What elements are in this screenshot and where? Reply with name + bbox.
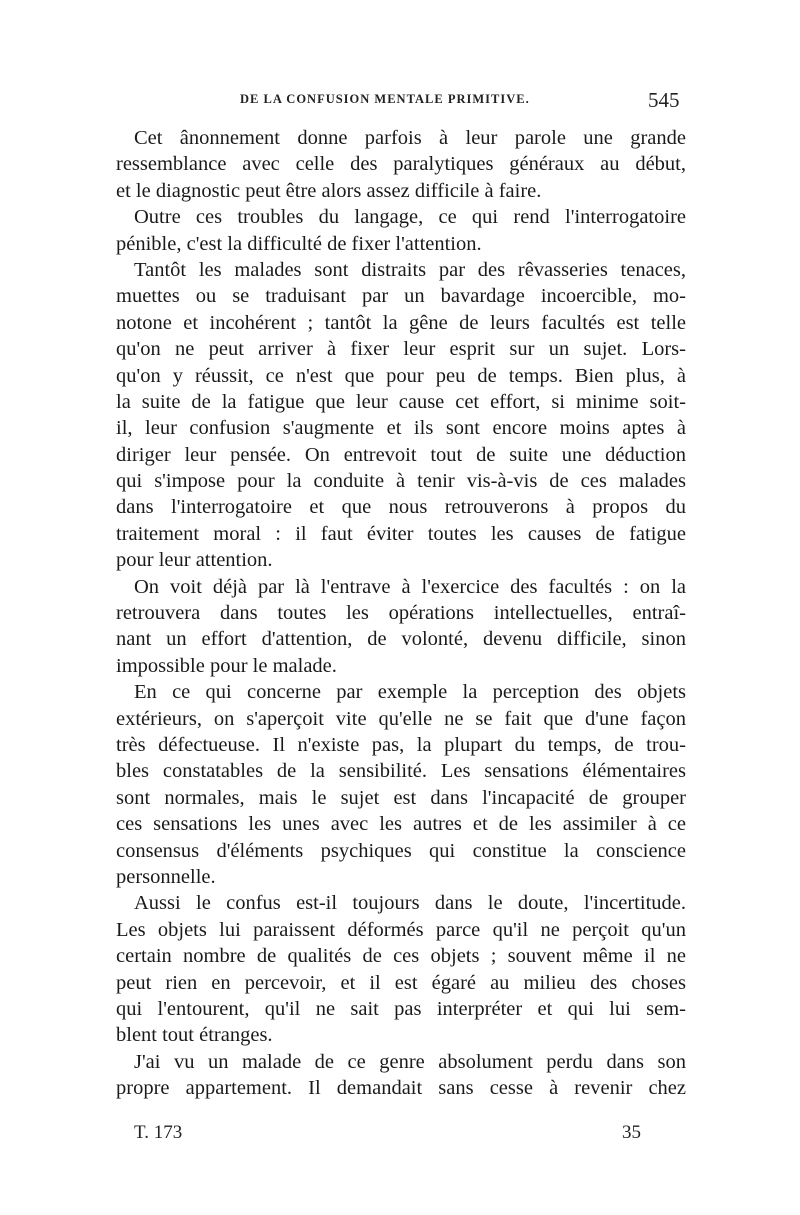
running-title: DE LA CONFUSION MENTALE PRIMITIVE. — [240, 92, 530, 106]
text-line: qu'on y réussit, ce n'est que pour peu de temps. Bien plus, à — [116, 364, 686, 387]
text-line: et le diagnostic peut être alors assez difficile à faire. — [116, 179, 542, 202]
text-line: Cet ânonnement donne parfois à leur parole une grande — [134, 127, 686, 149]
text-line: très défectueuse. Il n'existe pas, la plupart du temps, de trou- — [116, 733, 686, 756]
text-line: il, leur confusion s'augmente et ils sont encore moins aptes à — [116, 417, 686, 440]
text-line: diriger leur pensée. On entrevoit tout de suite une déduction — [116, 443, 686, 466]
text-line: Les objets lui paraissent déformés parce qu'il ne perçoit qu'un — [116, 918, 686, 941]
text-line: On voit déjà par là l'entrave à l'exercice des facultés : on la — [134, 575, 686, 598]
text-line: Tantôt les malades sont distraits par des rêvasseries tenaces, — [134, 258, 686, 281]
text-line: qui l'entourent, qu'il ne sait pas interpréter et qui lui sem- — [116, 997, 686, 1020]
text-line: notone et incohérent ; tantôt la gêne de leurs facultés est telle — [116, 311, 686, 334]
text-line: nant un effort d'attention, de volonté, devenu difficile, sinon — [116, 628, 686, 651]
text-line: dans l'interrogatoire et que nous retrouverons à propos du — [116, 496, 686, 519]
text-line: impossible pour le malade. — [116, 654, 337, 677]
text-line: personnelle. — [116, 865, 216, 888]
text-line: J'ai vu un malade de ce genre absolument perdu dans son — [134, 1050, 686, 1073]
text-line: sont normales, mais le sujet est dans l'incapacité de grouper — [116, 786, 686, 809]
text-line: qu'on ne peut arriver à fixer leur esprit sur un sujet. Lors- — [116, 338, 686, 361]
text-line: qui s'impose pour la conduite à tenir vis-à-vis de ces malades — [116, 470, 686, 493]
text-line: ressemblance avec celle des paralytiques généraux au début, — [116, 153, 686, 176]
text-line: pour leur attention. — [116, 549, 273, 572]
text-line: peut rien en percevoir, et il est égaré au milieu des choses — [116, 971, 686, 994]
text-line: muettes ou se traduisant par un bavardage incoercible, mo- — [116, 285, 686, 308]
text-line: Outre ces troubles du langage, ce qui rend l'interrogatoire — [134, 206, 686, 229]
text-line: blent tout étranges. — [116, 1024, 273, 1047]
text-line: la suite de la fatigue que leur cause cet effort, si minime soit- — [116, 390, 686, 413]
text-line: En ce qui concerne par exemple la perception des objets — [134, 681, 686, 704]
text-line: consensus d'éléments psychiques qui constitue la conscience — [116, 839, 686, 862]
text-line: retrouvera dans toutes les opérations intellectuelles, entraî- — [116, 602, 686, 625]
page-number: 545 — [648, 88, 680, 112]
text-line: certain nombre de qualités de ces objets ; souvent même il ne — [116, 945, 686, 968]
text-line: traitement moral : il faut éviter toutes les causes de fatigue — [116, 522, 686, 545]
text-line: extérieurs, on s'aperçoit vite qu'elle ne se fait que d'une façon — [116, 707, 686, 730]
body-text — [116, 125, 686, 1101]
sheet-number: 35 — [622, 1122, 641, 1143]
text-line: ces sensations les unes avec les autres et de les assimiler à ce — [116, 813, 686, 836]
text-line: Aussi le confus est-il toujours dans le doute, l'incertitude. — [134, 892, 686, 915]
text-line: propre appartement. Il demandait sans cesse à revenir chez — [116, 1077, 686, 1100]
printer-signature: T. 173 — [134, 1122, 183, 1143]
text-line: bles constatables de la sensibilité. Les sensations élémentaires — [116, 760, 686, 783]
text-line: pénible, c'est la difficulté de fixer l'attention. — [116, 232, 482, 255]
